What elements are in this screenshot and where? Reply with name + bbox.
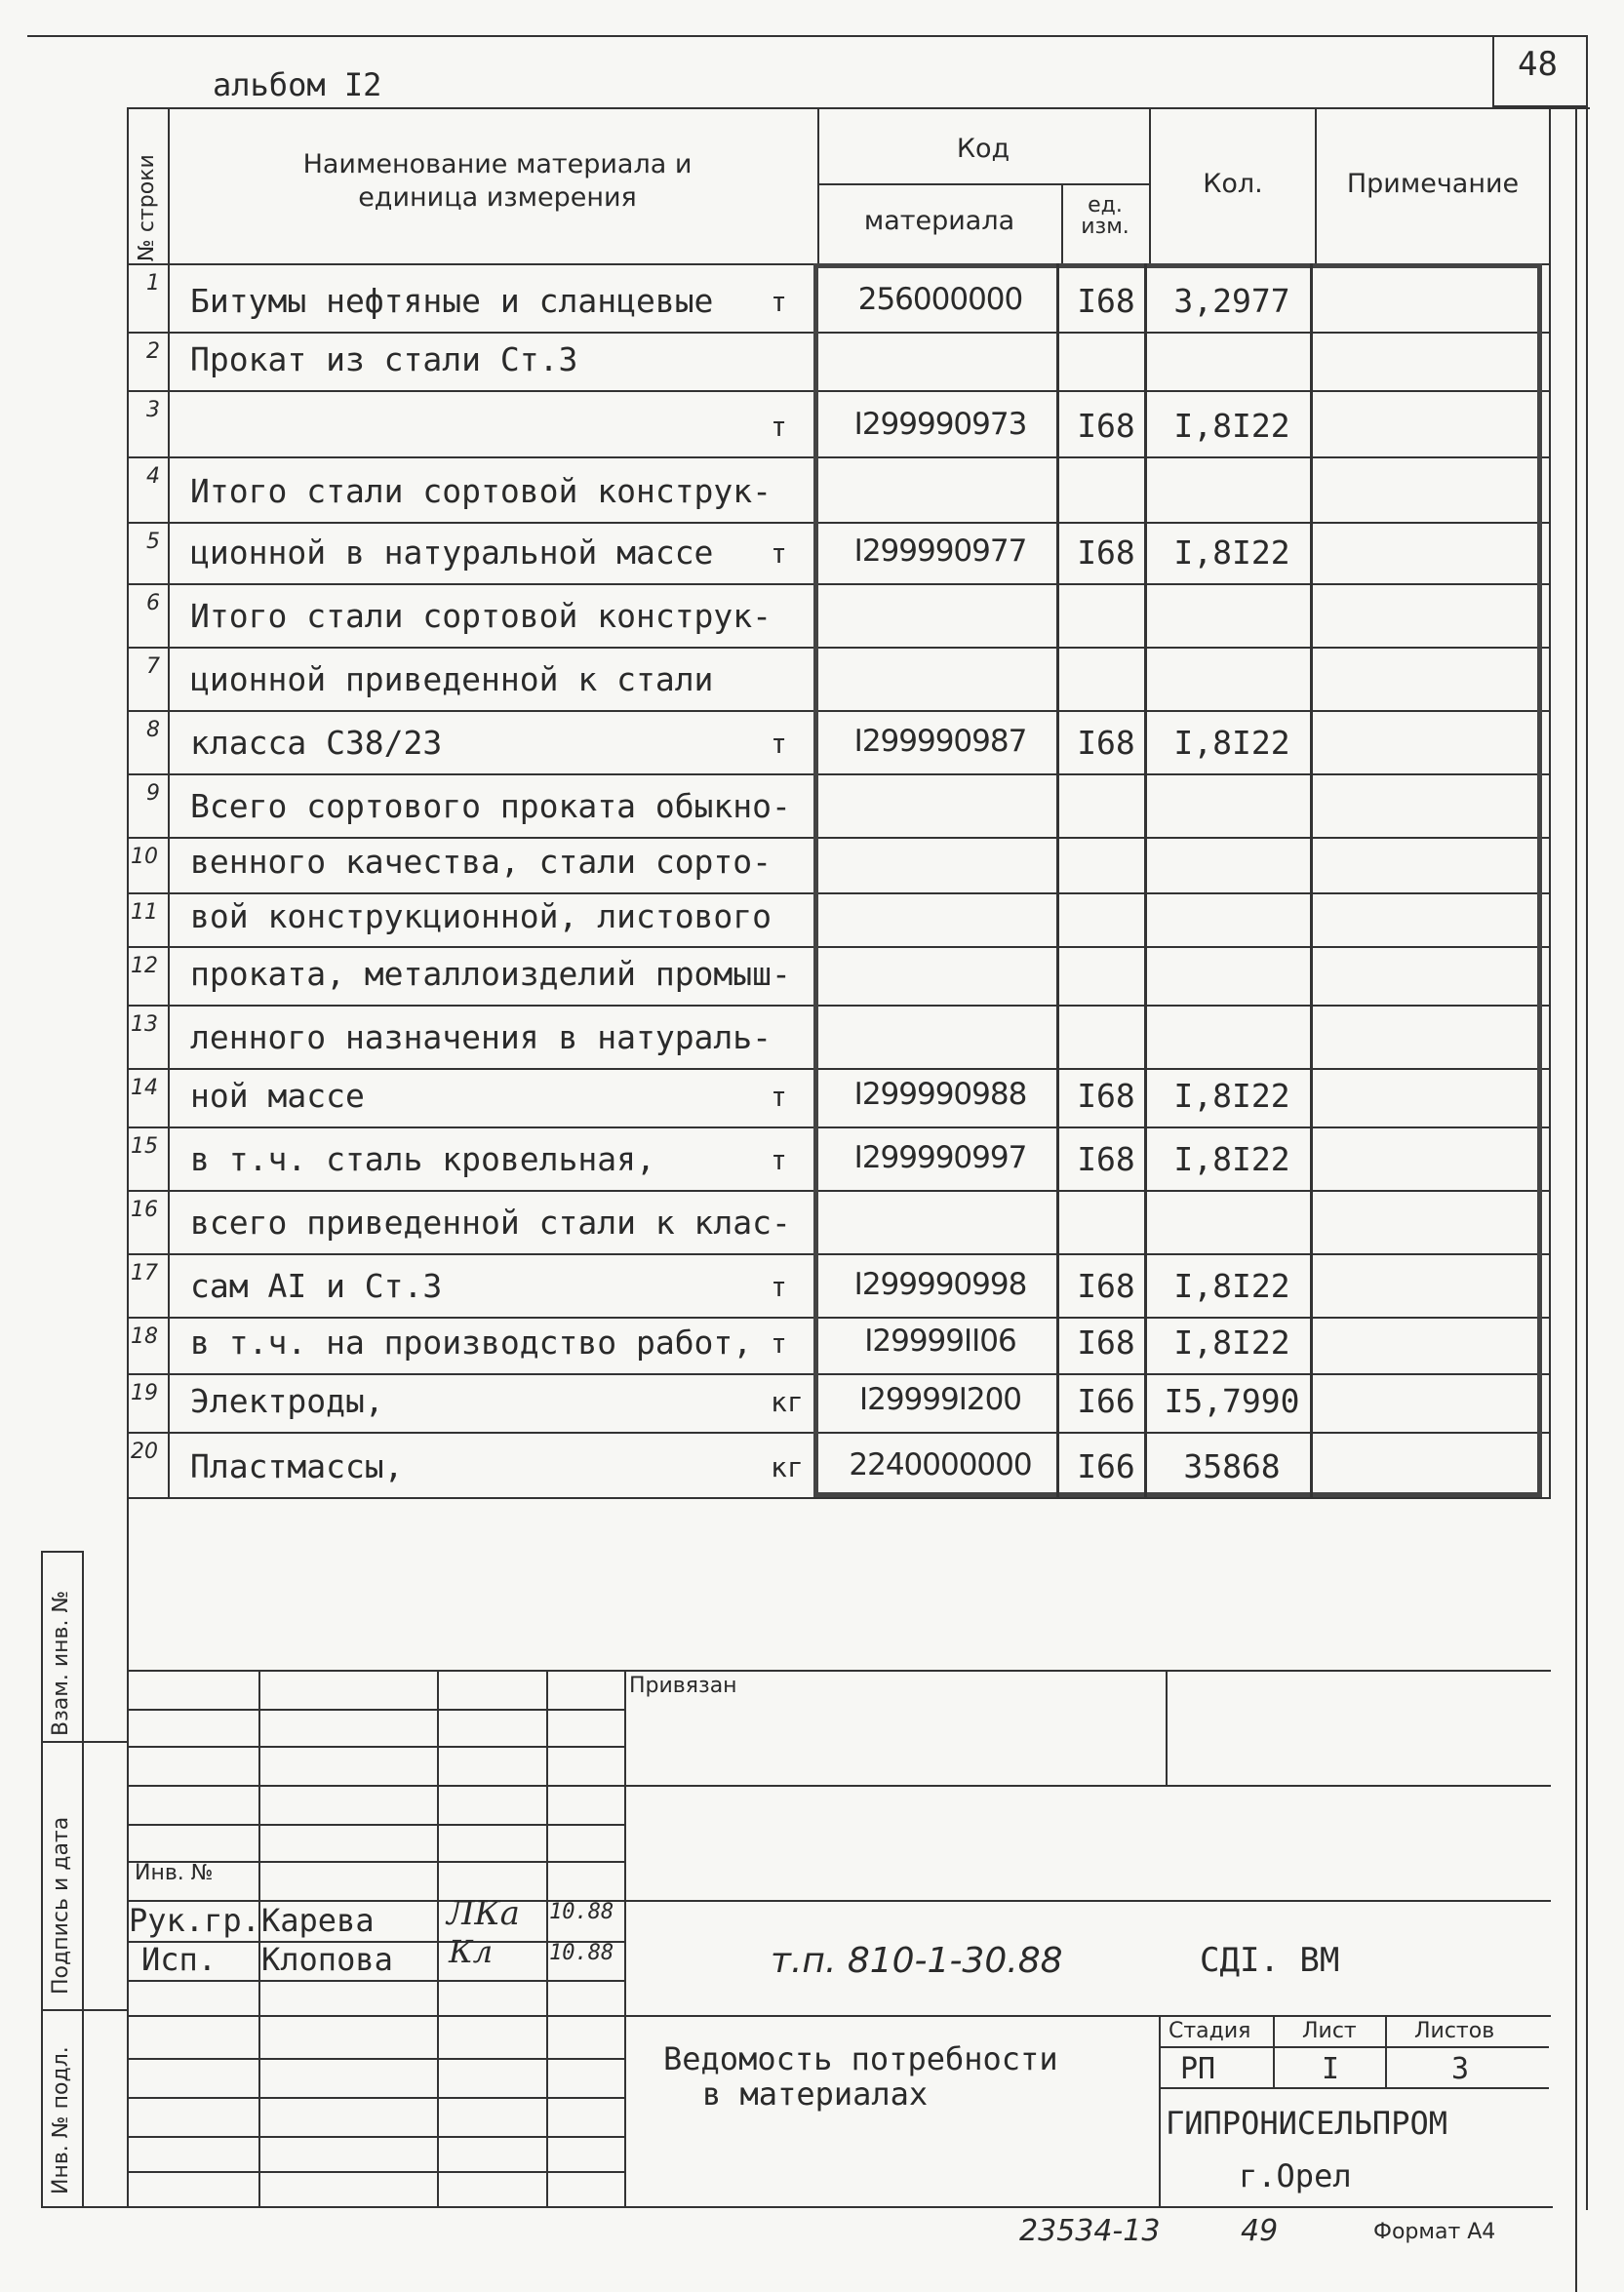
sheets-header: Листов bbox=[1414, 2019, 1495, 2043]
row-qty: I,8I22 bbox=[1173, 407, 1290, 445]
ruk-signature: ЛКа bbox=[447, 1894, 520, 1933]
row-divider bbox=[127, 1317, 1551, 1319]
doc-code: СДI. ВМ bbox=[1200, 1941, 1340, 1980]
row-number: 5 bbox=[146, 530, 160, 554]
tb-row-line bbox=[127, 2015, 624, 2017]
tb-row-line bbox=[127, 1824, 624, 1826]
row-number: 3 bbox=[146, 398, 160, 422]
value-block-left bbox=[813, 263, 818, 1497]
privyazan-label: Привязан bbox=[629, 1674, 737, 1698]
row-number: 12 bbox=[131, 954, 158, 978]
row-qty: 3,2977 bbox=[1173, 282, 1290, 320]
row-qty: I,8I22 bbox=[1173, 533, 1290, 572]
row-number: 6 bbox=[146, 591, 160, 615]
hdr-note-right bbox=[1549, 107, 1551, 1497]
row-name: всего приведенной стали к клас- bbox=[190, 1204, 791, 1242]
row-number: 9 bbox=[146, 781, 160, 806]
row-unit: т bbox=[771, 411, 787, 443]
footer-number: 23534-13 bbox=[1019, 2214, 1161, 2248]
hdr-qty: Кол. bbox=[1203, 169, 1263, 199]
left-frame-line bbox=[127, 107, 129, 2206]
row-code: I299990997 bbox=[853, 1140, 1027, 1175]
row-code: I299990973 bbox=[853, 407, 1027, 442]
value-block-bottom bbox=[813, 1492, 1542, 1497]
row-name: класса С38/23 bbox=[190, 724, 443, 762]
top-border bbox=[27, 35, 1588, 37]
isp-name: Клопова bbox=[261, 1941, 393, 1978]
row-code: I299990977 bbox=[853, 533, 1027, 569]
tb-row-line bbox=[127, 2097, 624, 2099]
row-name: Итого стали сортовой конструк- bbox=[190, 597, 772, 635]
value-block-right bbox=[1537, 263, 1542, 1497]
value-col-split-1 bbox=[1056, 263, 1059, 1497]
row-unit-code: I68 bbox=[1077, 1267, 1135, 1305]
row-unit-code: I68 bbox=[1077, 533, 1135, 572]
row-divider bbox=[127, 1497, 1551, 1499]
sheet-header: Лист bbox=[1302, 2019, 1357, 2043]
tb-row-line bbox=[127, 2136, 624, 2138]
row-number: 7 bbox=[146, 654, 160, 679]
row-number: 17 bbox=[131, 1261, 158, 1285]
row-divider bbox=[127, 1126, 1551, 1128]
ruk-role: Рук.гр. bbox=[129, 1902, 260, 1939]
stage-value: РП bbox=[1180, 2052, 1216, 2086]
row-name: в т.ч. на производство работ, bbox=[190, 1324, 753, 1362]
row-divider bbox=[127, 837, 1551, 839]
bottom-frame-line bbox=[41, 2206, 1553, 2208]
tb-stage-val-line bbox=[1159, 2087, 1549, 2089]
value-col-split-2 bbox=[1144, 263, 1147, 1497]
row-number: 19 bbox=[131, 1381, 158, 1405]
row-unit: кг bbox=[771, 1451, 804, 1483]
row-qty: 35868 bbox=[1183, 1447, 1281, 1485]
tb-stage-split-2 bbox=[1385, 2015, 1387, 2089]
row-code: 2240000000 bbox=[849, 1447, 1032, 1482]
side-label-vzam: Взам. инв. № bbox=[49, 1590, 73, 1736]
row-divider bbox=[127, 647, 1551, 649]
row-number: 11 bbox=[131, 900, 158, 925]
rownum-col-line bbox=[168, 107, 170, 1497]
side-label-inv: Инв. № подл. bbox=[49, 2046, 73, 2194]
row-qty: I,8I22 bbox=[1173, 724, 1290, 762]
row-divider bbox=[127, 522, 1551, 524]
row-unit-code: I66 bbox=[1077, 1382, 1135, 1420]
tb-row-line bbox=[127, 1785, 624, 1787]
row-divider bbox=[127, 390, 1551, 392]
row-unit: т bbox=[771, 1271, 787, 1303]
hdr-code-material: материала bbox=[863, 206, 1015, 236]
tb-row-line bbox=[127, 2171, 624, 2173]
row-divider bbox=[127, 1253, 1551, 1255]
row-name: Электроды, bbox=[190, 1382, 384, 1420]
row-divider bbox=[127, 1373, 1551, 1375]
row-unit: т bbox=[771, 1081, 787, 1113]
row-unit: т bbox=[771, 1327, 787, 1360]
row-name: ционной приведенной к стали bbox=[190, 660, 714, 698]
row-divider bbox=[127, 773, 1551, 775]
header-top-line bbox=[127, 107, 1590, 109]
side-label-podpis: Подпись и дата bbox=[49, 1816, 73, 1995]
row-code: I299990998 bbox=[853, 1267, 1027, 1302]
hdr-row-no: № строки bbox=[135, 154, 159, 261]
sheet-value: I bbox=[1322, 2052, 1340, 2086]
row-number: 2 bbox=[146, 339, 160, 364]
right-border bbox=[1586, 35, 1588, 2210]
page-number: 48 bbox=[1518, 45, 1558, 84]
row-qty: I,8I22 bbox=[1173, 1140, 1290, 1178]
row-code: I299990987 bbox=[853, 724, 1027, 759]
row-unit: т bbox=[771, 537, 787, 570]
row-name: Прокат из стали Ст.3 bbox=[190, 340, 578, 378]
side-strip-right bbox=[82, 1551, 84, 2206]
designation: т.п. 810-1-30.88 bbox=[771, 1941, 1063, 1981]
row-unit-code: I68 bbox=[1077, 1140, 1135, 1178]
row-divider bbox=[127, 1005, 1551, 1007]
row-unit: кг bbox=[771, 1386, 804, 1418]
row-divider bbox=[127, 583, 1551, 585]
row-name: ной массе bbox=[190, 1077, 365, 1115]
row-number: 1 bbox=[146, 271, 160, 296]
row-code: I29999II06 bbox=[864, 1324, 1016, 1359]
side-strip-left bbox=[41, 1551, 43, 2206]
row-name: проката, металлоизделий промыш- bbox=[190, 955, 791, 993]
row-unit-code: I68 bbox=[1077, 407, 1135, 445]
inv-no-label: Инв. № bbox=[135, 1861, 214, 1885]
hdr-name-right bbox=[817, 107, 819, 263]
row-unit-code: I66 bbox=[1077, 1447, 1135, 1485]
doc-title-2: в материалах bbox=[702, 2075, 929, 2113]
hdr-code-split bbox=[1061, 183, 1063, 263]
row-divider bbox=[127, 892, 1551, 894]
side-strip-top bbox=[41, 1551, 84, 1553]
tb-row-line bbox=[127, 1746, 624, 1748]
row-number: 16 bbox=[131, 1198, 158, 1222]
row-number: 13 bbox=[131, 1012, 158, 1037]
sheets-value: 3 bbox=[1451, 2052, 1470, 2086]
row-divider bbox=[127, 456, 1551, 458]
row-unit-code: I68 bbox=[1077, 724, 1135, 762]
stage-header: Стадия bbox=[1168, 2019, 1251, 2043]
hdr-code: Код bbox=[956, 134, 1010, 164]
tb-privyazan-bottom bbox=[624, 1785, 1551, 1787]
ruk-name: Карева bbox=[261, 1902, 375, 1939]
row-qty: I,8I22 bbox=[1173, 1267, 1290, 1305]
row-name: Пластмассы, bbox=[190, 1447, 404, 1485]
row-qty: I,8I22 bbox=[1173, 1077, 1290, 1115]
album-label: альбом I2 bbox=[213, 66, 382, 103]
tb-col-4 bbox=[624, 1670, 626, 2206]
row-number: 4 bbox=[146, 464, 160, 489]
row-unit-code: I68 bbox=[1077, 1324, 1135, 1362]
tb-top-line bbox=[127, 1670, 1551, 1672]
row-divider bbox=[127, 1068, 1551, 1070]
tb-stage-hdr-line bbox=[1159, 2046, 1549, 2048]
ruk-date: 10.88 bbox=[549, 1900, 614, 1924]
row-unit: т bbox=[771, 286, 787, 318]
row-name: Битумы нефтяные и сланцевые bbox=[190, 282, 714, 320]
row-number: 15 bbox=[131, 1134, 158, 1159]
row-name: в т.ч. сталь кровельная, bbox=[190, 1140, 655, 1178]
row-name: ционной в натуральной массе bbox=[190, 533, 714, 572]
value-block-top bbox=[813, 263, 1542, 268]
isp-date: 10.88 bbox=[549, 1941, 614, 1965]
row-qty: I,8I22 bbox=[1173, 1324, 1290, 1362]
tb-right-block-left bbox=[1159, 2015, 1161, 2206]
tb-privyazan-split bbox=[1166, 1670, 1168, 1787]
row-name: вой конструкционной, листового bbox=[190, 897, 772, 935]
row-divider bbox=[127, 332, 1551, 334]
footer-page: 49 bbox=[1241, 2214, 1279, 2248]
row-number: 10 bbox=[131, 845, 158, 869]
row-name: Итого стали сортовой конструк- bbox=[190, 472, 772, 510]
row-number: 20 bbox=[131, 1440, 158, 1464]
hdr-note: Примечание bbox=[1346, 169, 1520, 199]
row-name: Всего сортового проката обыкно- bbox=[190, 787, 791, 825]
hdr-name: Наименование материала и единица измерения bbox=[302, 149, 693, 213]
doc-title-1: Ведомость потребности bbox=[663, 2040, 1058, 2077]
row-unit: т bbox=[771, 728, 787, 760]
row-number: 8 bbox=[146, 718, 160, 742]
row-unit-code: I68 bbox=[1077, 1077, 1135, 1115]
org-city: г.Орел bbox=[1239, 2157, 1352, 2194]
org-name: ГИПРОНИСЕЛЬПРОМ bbox=[1166, 2105, 1447, 2142]
row-code: 256000000 bbox=[857, 282, 1023, 317]
row-divider bbox=[127, 1190, 1551, 1192]
value-col-split-3 bbox=[1310, 263, 1313, 1497]
isp-role: Исп. bbox=[141, 1941, 218, 1978]
tb-mid-line bbox=[624, 1900, 1551, 1902]
row-unit-code: I68 bbox=[1077, 282, 1135, 320]
row-name: сам АI и Ст.3 bbox=[190, 1267, 443, 1305]
row-name: венного качества, стали сорто- bbox=[190, 843, 772, 881]
tb-row-line bbox=[127, 2058, 624, 2060]
isp-signature: Кл bbox=[449, 1933, 494, 1970]
row-divider bbox=[127, 946, 1551, 948]
row-code: I299990988 bbox=[853, 1077, 1027, 1112]
row-qty: I5,7990 bbox=[1164, 1382, 1300, 1420]
tb-stage-split-1 bbox=[1273, 2015, 1275, 2089]
tb-col-2 bbox=[437, 1670, 439, 2206]
tb-row-line bbox=[127, 1980, 624, 1982]
hdr-code-unit: ед. изм. bbox=[1081, 193, 1129, 239]
tb-row-line bbox=[127, 1709, 624, 1711]
row-divider bbox=[127, 1432, 1551, 1434]
side-strip-div2 bbox=[41, 2009, 129, 2011]
tb-designation-bottom bbox=[624, 2015, 1551, 2017]
hdr-code-mid-line bbox=[817, 183, 1151, 185]
row-code: I29999I200 bbox=[858, 1382, 1022, 1417]
row-divider bbox=[127, 710, 1551, 712]
footer-format: Формат А4 bbox=[1373, 2220, 1496, 2244]
row-number: 18 bbox=[131, 1324, 158, 1349]
row-unit: т bbox=[771, 1144, 787, 1176]
side-strip-div1 bbox=[41, 1741, 129, 1743]
row-number: 14 bbox=[131, 1076, 158, 1100]
row-name: ленного назначения в натураль- bbox=[190, 1018, 772, 1056]
tb-col-3 bbox=[546, 1670, 548, 2206]
right-edge-line bbox=[1575, 107, 1577, 2292]
